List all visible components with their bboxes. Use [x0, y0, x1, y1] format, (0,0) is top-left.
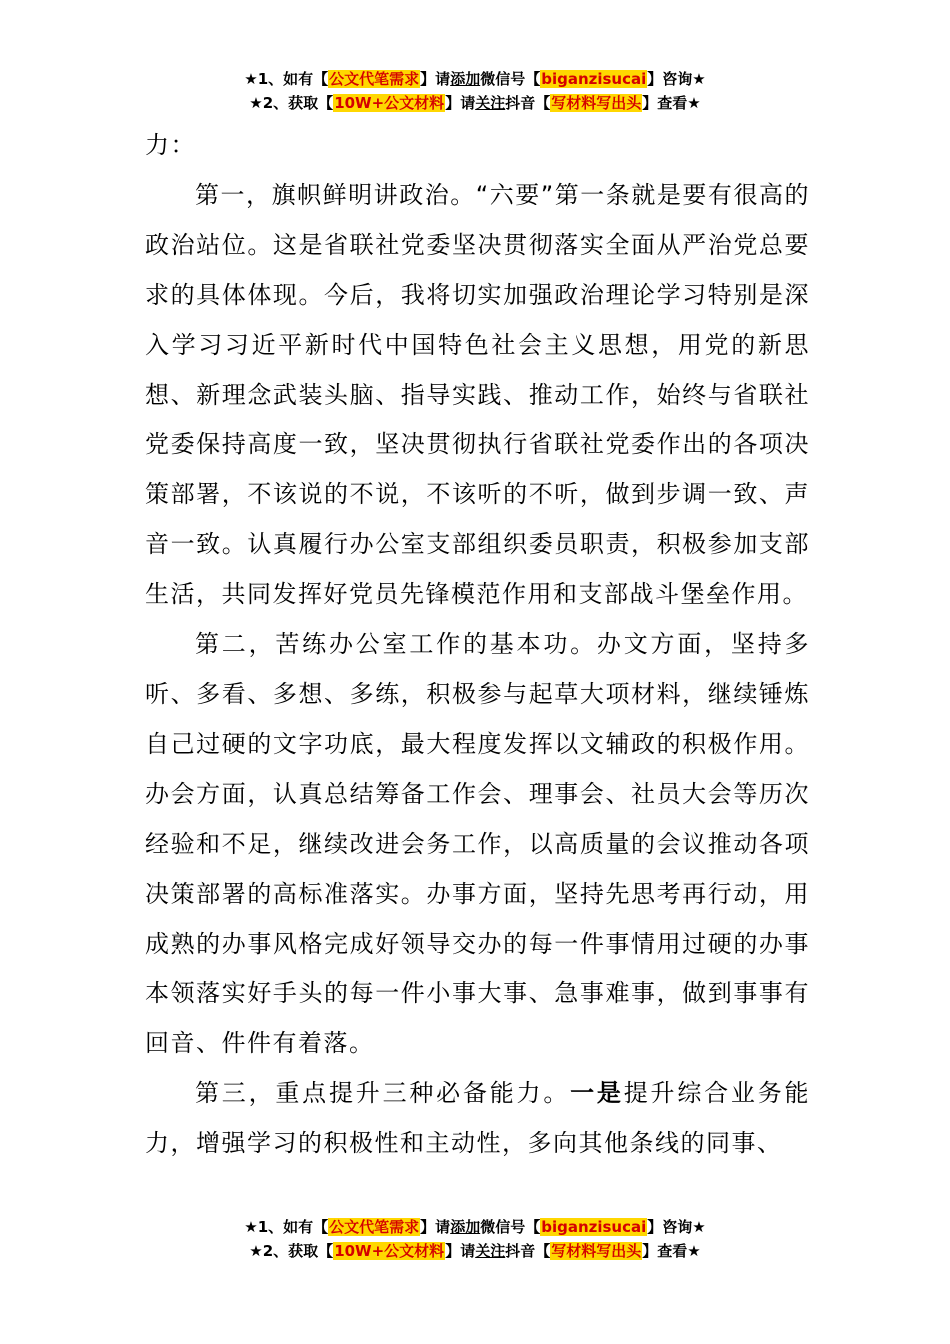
highlight-douyin-id: 写材料写出头	[551, 1242, 642, 1260]
highlight-materials: 10W+公文材料	[334, 1242, 445, 1260]
banner-emphasis: 添加	[450, 70, 481, 88]
paragraph-second: 第二，苦练办公室工作的基本功。办文方面，坚持多听、多看、多想、多练，积极参与起草大项材料，继续锤炼自己过硬的文字功底，最大程度发挥以文辅政的积极作用。办会方面，认真总结筹备工作会、理事会、社员大会等历次经验和不足，继续改进会务工作，以高质量的会议推动各项决策部署的高标准落实。办事方面，坚持先思考再行动，用成熟的办事风格完成好领导交办的每一件事情用过硬的办事本领落实好手头的每一件小事大事、急事难事，做到事事有回音、件件有着落。	[145, 630, 810, 1058]
banner-text: 】请	[445, 1242, 476, 1260]
banner-emphasis: 关注	[475, 94, 506, 112]
paragraph-text: 提升综合业务能力，增强学习的积极性和主动性，多向其他条线的同事、	[145, 1079, 811, 1158]
highlight-materials: 10W+公文材料	[334, 94, 445, 112]
highlight-wechat-id: biganzisucai	[541, 70, 647, 88]
banner-text: 】查看★	[642, 94, 701, 112]
banner-text: ★2、获取【	[249, 1242, 334, 1260]
banner-line-1	[0, 1215, 950, 1239]
document-body	[145, 121, 810, 1169]
banner-text: 抖音【	[505, 94, 551, 112]
highlight-service: 公文代笔需求	[329, 70, 420, 88]
banner-line-2	[0, 91, 950, 115]
banner-text: 抖音【	[505, 1242, 551, 1260]
paragraph-third	[145, 1069, 810, 1169]
highlight-service: 公文代笔需求	[329, 1218, 420, 1236]
header-banner	[0, 67, 950, 115]
banner-text: 】请	[420, 1218, 451, 1236]
banner-emphasis: 添加	[450, 1218, 481, 1236]
banner-line-1	[0, 67, 950, 91]
paragraph-continuation: 力：	[145, 131, 196, 159]
highlight-douyin-id: 写材料写出头	[551, 94, 642, 112]
banner-text: 】咨询★	[647, 70, 706, 88]
banner-text: 】请	[420, 70, 451, 88]
banner-text: 】咨询★	[647, 1218, 706, 1236]
banner-line-2	[0, 1239, 950, 1263]
banner-text: 微信号【	[480, 1218, 541, 1236]
banner-text: 】查看★	[642, 1242, 701, 1260]
banner-text: ★1、如有【	[244, 70, 329, 88]
highlight-wechat-id: biganzisucai	[541, 1218, 647, 1236]
banner-text: ★1、如有【	[244, 1218, 329, 1236]
paragraph-first: 第一，旗帜鲜明讲政治。“六要”第一条就是要有很高的政治站位。这是省联社党委坚决贯彻落实全面从严治党总要求的具体体现。今后，我将切实加强政治理论学习特别是深入学习习近平新时代中国特色社会主义思想，用党的新思想、新理念武装头脑、指导实践、推动工作，始终与省联社党委保持高度一致，坚决贯彻执行省联社党委作出的各项决策部署，不该说的不说，不该听的不听，做到步调一致、声音一致。认真履行办公室支部组织委员职责，积极参加支部生活，共同发挥好党员先锋模范作用和支部战斗堡垒作用。	[145, 180, 810, 609]
banner-emphasis: 关注	[475, 1242, 506, 1260]
footer-banner	[0, 1215, 950, 1263]
banner-text: ★2、获取【	[249, 94, 334, 112]
bold-marker: 一是	[570, 1079, 624, 1108]
banner-text: 微信号【	[480, 70, 541, 88]
banner-text: 】请	[445, 94, 476, 112]
paragraph-text: 第三，重点提升三种必备能力。	[195, 1079, 571, 1108]
